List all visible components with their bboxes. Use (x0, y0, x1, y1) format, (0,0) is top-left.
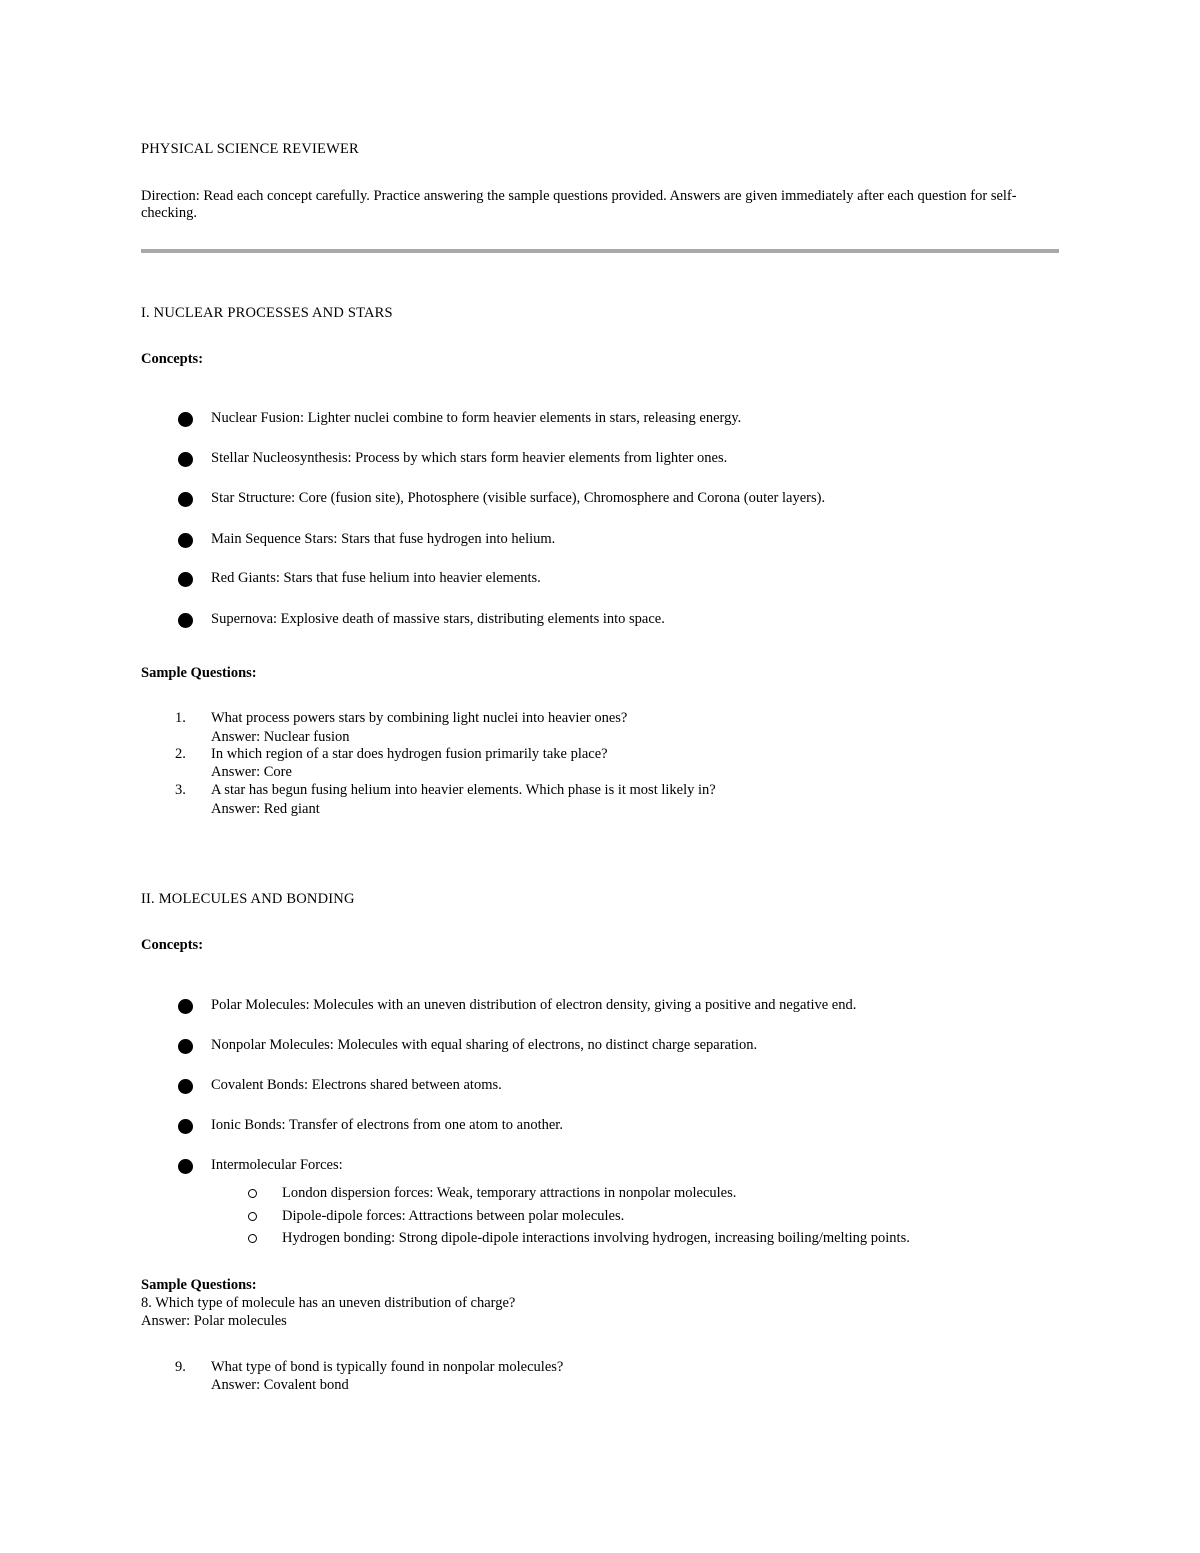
answer-text: Answer: Red giant (211, 801, 320, 817)
hollow-bullet-icon (248, 1189, 257, 1198)
list-item: Polar Molecules: Molecules with an uneven distribution of electron density, giving a positive and negative end. (211, 997, 857, 1013)
question-number: 9. (175, 1359, 186, 1375)
list-item: London dispersion forces: Weak, temporary attractions in nonpolar molecules. (282, 1185, 737, 1201)
question-number: 2. (175, 746, 186, 762)
bullet-icon (178, 1079, 193, 1094)
question-text: What process powers stars by combining light nuclei into heavier ones? (211, 710, 628, 726)
section-heading-nuclear: I. NUCLEAR PROCESSES AND STARS (141, 305, 393, 321)
list-item: Ionic Bonds: Transfer of electrons from one atom to another. (211, 1117, 563, 1133)
bullet-icon (178, 412, 193, 427)
answer-text: Answer: Covalent bond (211, 1377, 349, 1393)
bullet-icon (178, 533, 193, 548)
concepts-label: Concepts: (141, 937, 204, 953)
list-item: Stellar Nucleosynthesis: Process by which stars form heavier elements from lighter ones. (211, 450, 728, 466)
answer-text: Answer: Core (211, 764, 292, 780)
list-item: Supernova: Explosive death of massive stars, distributing elements into space. (211, 611, 665, 627)
hollow-bullet-icon (248, 1212, 257, 1221)
question-number: 3. (175, 782, 186, 798)
bullet-icon (178, 999, 193, 1014)
question-text: What type of bond is typically found in nonpolar molecules? (211, 1359, 564, 1375)
list-item: Covalent Bonds: Electrons shared between atoms. (211, 1077, 502, 1093)
list-item: Nuclear Fusion: Lighter nuclei combine to form heavier elements in stars, releasing energy. (211, 410, 742, 426)
question-number: 1. (175, 710, 186, 726)
question-text: A star has begun fusing helium into heavier elements. Which phase is it most likely in? (211, 782, 716, 798)
bullet-icon (178, 613, 193, 628)
concepts-label: Concepts: (141, 351, 204, 367)
question-text: In which region of a star does hydrogen fusion primarily take place? (211, 746, 608, 762)
bullet-icon (178, 1159, 193, 1174)
document-title: PHYSICAL SCIENCE REVIEWER (141, 141, 359, 157)
bullet-icon (178, 572, 193, 587)
list-item: Nonpolar Molecules: Molecules with equal sharing of electrons, no distinct charge separation. (211, 1037, 758, 1053)
answer-text: Answer: Polar molecules (141, 1313, 287, 1329)
sample-questions-label: Sample Questions: (141, 1277, 257, 1293)
bullet-icon (178, 452, 193, 467)
horizontal-divider (141, 249, 1059, 253)
hollow-bullet-icon (248, 1234, 257, 1243)
bullet-icon (178, 492, 193, 507)
section-heading-molecules: II. MOLECULES AND BONDING (141, 891, 355, 907)
answer-text: Answer: Nuclear fusion (211, 729, 350, 745)
list-item: Red Giants: Stars that fuse helium into heavier elements. (211, 570, 541, 586)
list-item: Hydrogen bonding: Strong dipole-dipole interactions involving hydrogen, increasing boiling/melting points. (282, 1230, 910, 1246)
list-item: Main Sequence Stars: Stars that fuse hydrogen into helium. (211, 531, 556, 547)
list-item: Intermolecular Forces: (211, 1157, 343, 1173)
bullet-icon (178, 1119, 193, 1134)
direction-text: Direction: Read each concept carefully. Practice answering the sample questions provided. Answers are given immediately after each question for self-checking. (141, 188, 1017, 221)
sample-questions-label: Sample Questions: (141, 665, 257, 681)
bullet-icon (178, 1039, 193, 1054)
question-text: 8. Which type of molecule has an uneven distribution of charge? (141, 1295, 516, 1311)
list-item: Dipole-dipole forces: Attractions between polar molecules. (282, 1208, 625, 1224)
list-item: Star Structure: Core (fusion site), Photosphere (visible surface), Chromosphere and Corona (outer layers). (211, 490, 826, 506)
